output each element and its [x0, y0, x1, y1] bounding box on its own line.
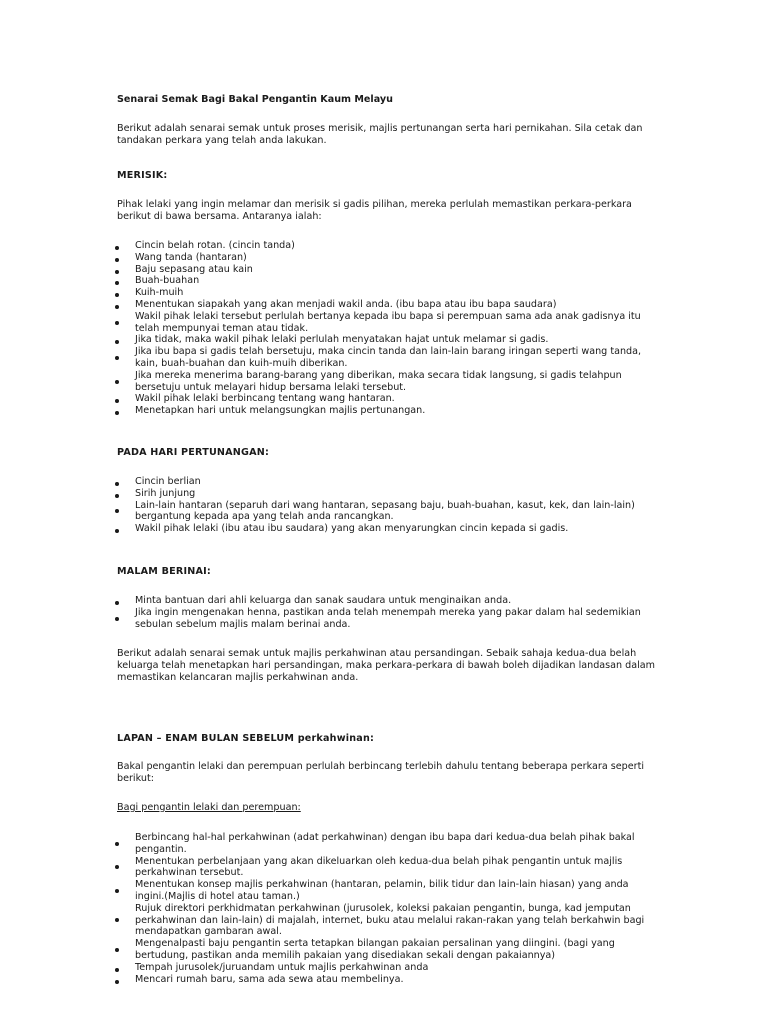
- list-item: Menentukan siapakah yang akan menjadi wakil anda. (ibu bapa atau ibu bapa saudara): [0, 299, 660, 311]
- bullet-icon: [115, 482, 119, 486]
- list-item: Jika ibu bapa si gadis telah bersetuju, maka cincin tanda dan lain-lain barang iringan seperti wang tanda, kain, buah-buahan dan kuih-muih diberikan.: [0, 346, 660, 370]
- bullet-icon: [115, 340, 119, 344]
- bullet-icon: [115, 980, 119, 984]
- bullet-icon: [115, 494, 119, 498]
- list-item: Minta bantuan dari ahli keluarga dan sanak saudara untuk menginaikan anda.: [0, 595, 660, 607]
- bullet-icon: [115, 356, 119, 360]
- bullet-icon: [115, 865, 119, 869]
- bullet-icon: [115, 321, 119, 325]
- merisik-list: [0, 240, 660, 417]
- pertunangan-list: [0, 476, 660, 535]
- bullet-icon: [115, 889, 119, 893]
- berinai-list: [0, 595, 660, 630]
- list-item: Cincin belah rotan. (cincin tanda): [0, 240, 660, 252]
- list-item: Mencari rumah baru, sama ada sewa atau membelinya.: [0, 974, 660, 986]
- intro-paragraph: Berikut adalah senarai semak untuk proses merisik, majlis pertunangan serta hari pernikahan. Sila cetak dan tandakan perkara yang telah anda lakukan.: [117, 123, 643, 146]
- list-item: Jika mereka menerima barang-barang yang diberikan, maka secara tidak langsung, si gadis telahpun bersetuju untuk melayari hidup bersama lelaki tersebut.: [0, 370, 660, 394]
- bullet-icon: [115, 399, 119, 403]
- list-item: Mengenalpasti baju pengantin serta tetapkan bilangan pakaian persalinan yang diingini. (bagi yang bertudung, pastikan anda memilih pakaian yang disediakan sekali dengan pakaiannya): [0, 938, 660, 962]
- list-item: Lain-lain hantaran (separuh dari wang hantaran, sepasang baju, buah-buahan, kasut, kek, dan lain-lain) bergantung kepada apa yang telah anda rancangkan.: [0, 500, 660, 524]
- bullet-icon: [115, 968, 119, 972]
- bullet-icon: [115, 918, 119, 922]
- list-item: Baju sepasang atau kain: [0, 264, 660, 276]
- lapan-paragraph: Bakal pengantin lelaki dan perempuan perlulah berbincang terlebih dahulu tentang beberapa perkara seperti berikut:: [117, 761, 645, 784]
- pertunangan-heading: PADA HARI PERTUNANGAN:: [117, 447, 269, 458]
- list-item: Wakil pihak lelaki tersebut perlulah bertanya kepada ibu bapa si perempuan sama ada anak gadisnya itu telah mempunyai teman atau tidak.: [0, 311, 660, 335]
- lapan-subheading: Bagi pengantin lelaki dan perempuan:: [117, 802, 301, 813]
- list-item: Sirih junjung: [0, 488, 660, 500]
- bullet-icon: [115, 246, 119, 250]
- list-item: Menetapkan hari untuk melangsungkan majlis pertunangan.: [0, 405, 660, 417]
- list-item: Tempah jurusolek/juruandam untuk majlis perkahwinan anda: [0, 962, 660, 974]
- list-item: Menentukan konsep majlis perkahwinan (hantaran, pelamin, bilik tidur dan lain-lain hiasan) yang anda ingini.(Majlis di hotel atau taman.): [0, 879, 660, 903]
- list-item: Kuih-muih: [0, 287, 660, 299]
- bullet-icon: [115, 601, 119, 605]
- list-item: Wakil pihak lelaki (ibu atau ibu saudara) yang akan menyarungkan cincin kepada si gadis.: [0, 523, 660, 535]
- bullet-icon: [115, 842, 119, 846]
- bullet-icon: [115, 509, 119, 513]
- list-item: Jika tidak, maka wakil pihak lelaki perlulah menyatakan hajat untuk melamar si gadis.: [0, 334, 660, 346]
- list-item: Wang tanda (hantaran): [0, 252, 660, 264]
- merisik-paragraph: Pihak lelaki yang ingin melamar dan merisik si gadis pilihan, mereka perlulah memastikan perkara-perkara berikut di bawa bersama. Antaranya ialah:: [117, 199, 632, 222]
- berinai-heading: MALAM BERINAI:: [117, 566, 211, 577]
- lapan-list: [0, 832, 660, 985]
- bullet-icon: [115, 270, 119, 274]
- bullet-icon: [115, 293, 119, 297]
- list-item: Rujuk direktori perkhidmatan perkahwinan (jurusolek, koleksi pakaian pengantin, bunga, kad jemputan perkahwinan dan lain-lain) di majalah, internet, buku atau melalui rakan-rakan yang telah berkahwin bagi mendapatkan gambaran awal.: [0, 903, 660, 938]
- document-title: Senarai Semak Bagi Bakal Pengantin Kaum Melayu: [117, 94, 393, 105]
- bullet-icon: [115, 529, 119, 533]
- list-item: Menentukan perbelanjaan yang akan dikeluarkan oleh kedua-dua belah pihak pengantin untuk majlis perkahwinan tersebut.: [0, 856, 660, 880]
- bullet-icon: [115, 380, 119, 384]
- lapan-heading: LAPAN – ENAM BULAN SEBELUM perkahwinan:: [117, 733, 375, 744]
- berinai-paragraph: Berikut adalah senarai semak untuk majlis perkahwinan atau persandingan. Sebaik sahaja kedua-dua belah keluarga telah menetapkan hari persandingan, maka perkara-perkara di bawah boleh dijadikan landasan dalam memastikan kelancaran majlis perkahwinan anda.: [117, 648, 656, 683]
- bullet-icon: [115, 617, 119, 621]
- bullet-icon: [115, 281, 119, 285]
- list-item: Jika ingin mengenakan henna, pastikan anda telah menempah mereka yang pakar dalam hal sedemikian sebulan sebelum majlis malam berinai anda.: [0, 607, 660, 631]
- list-item: Cincin berlian: [0, 476, 660, 488]
- list-item: Berbincang hal-hal perkahwinan (adat perkahwinan) dengan ibu bapa dari kedua-dua belah pihak bakal pengantin.: [0, 832, 660, 856]
- merisik-heading: MERISIK:: [117, 170, 168, 181]
- bullet-icon: [115, 948, 119, 952]
- list-item: Wakil pihak lelaki berbincang tentang wang hantaran.: [0, 393, 660, 405]
- bullet-icon: [115, 411, 119, 415]
- bullet-icon: [115, 258, 119, 262]
- bullet-icon: [115, 305, 119, 309]
- list-item: Buah-buahan: [0, 275, 660, 287]
